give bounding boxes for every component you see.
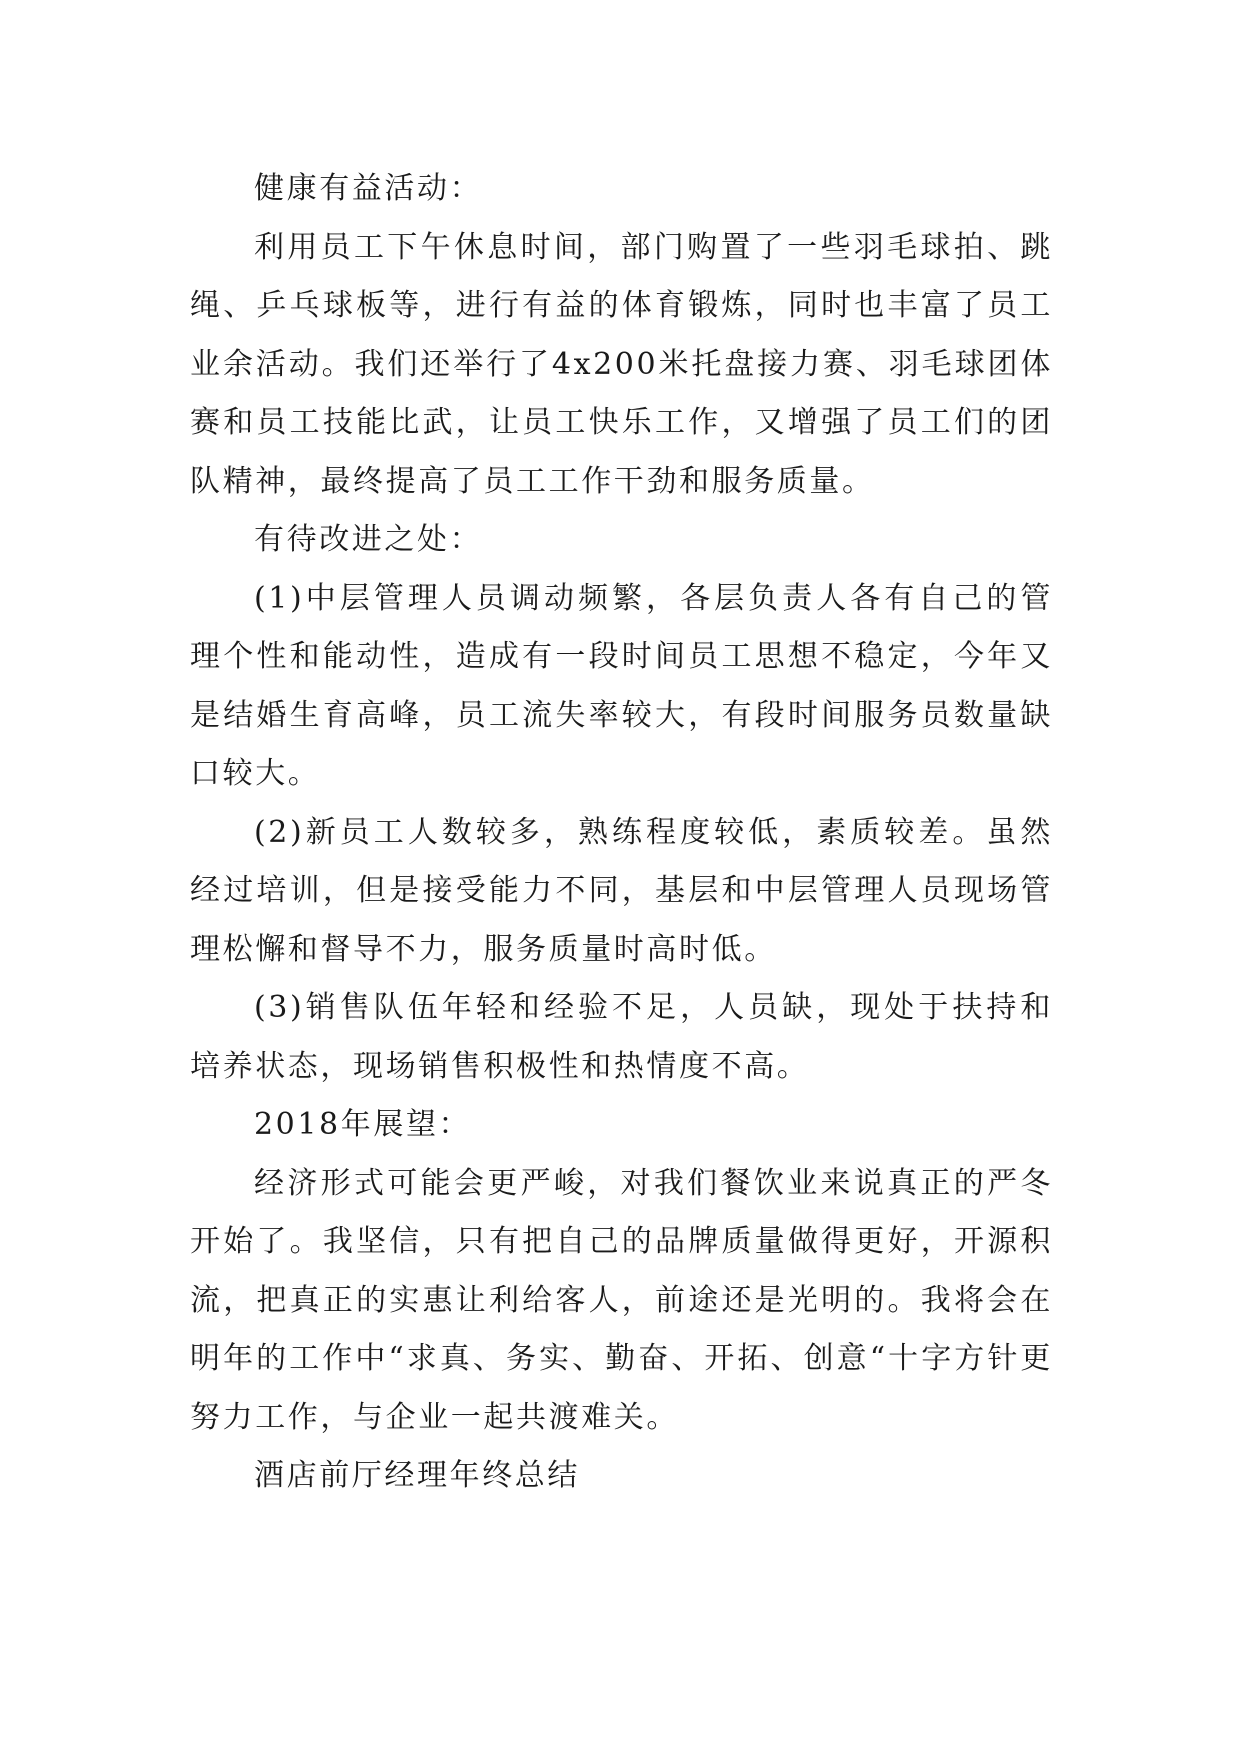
heading-improvements: 有待改进之处： [254,522,483,557]
paragraph-activities-detail: 利用员工下午休息时间，部门购置了一些羽毛球拍、跳绳、乒乓球板等，进行有益的体育锻炼，同时也丰富了员工业余活动。我们还举行了4x200米托盘接力赛、羽毛球团体赛和员工技能比武，让员工快乐工作，又增强了员工们的团队精神，最终提高了员工工作干劲和服务质量。 [190,229,1053,499]
paragraph-outlook-detail: 经济形式可能会更严峻，对我们餐饮业来说真正的严冬开始了。我坚信，只有把自己的品牌质量做得更好，开源积流，把真正的实惠让利给客人，前途还是光明的。我将会在明年的工作中“求真、务实、勤奋、开拓、创意“十字方针更努力工作，与企业一起共渡难关。 [190,1165,1053,1435]
heading-healthy-activities: 健康有益活动： [254,171,483,206]
heading-outlook: 2018年展望： [254,1107,472,1142]
section-title-next: 酒店前厅经理年终总结 [254,1458,580,1493]
improvement-item-2: (2)新员工人数较多，熟练程度较低，素质较差。虽然经过培训，但是接受能力不同，基层和中层管理人员现场管理松懈和督导不力，服务质量时高时低。 [190,814,1053,967]
improvement-item-3: (3)销售队伍年轻和经验不足，人员缺，现处于扶持和培养状态，现场销售积极性和热情度不高。 [190,990,1053,1084]
improvement-item-1: (1)中层管理人员调动频繁，各层负责人各有自己的管理个性和能动性，造成有一段时间员工思想不稳定，今年又是结婚生育高峰，员工流失率较大，有段时间服务员数量缺口较大。 [190,580,1053,791]
document-body [190,160,1053,1506]
